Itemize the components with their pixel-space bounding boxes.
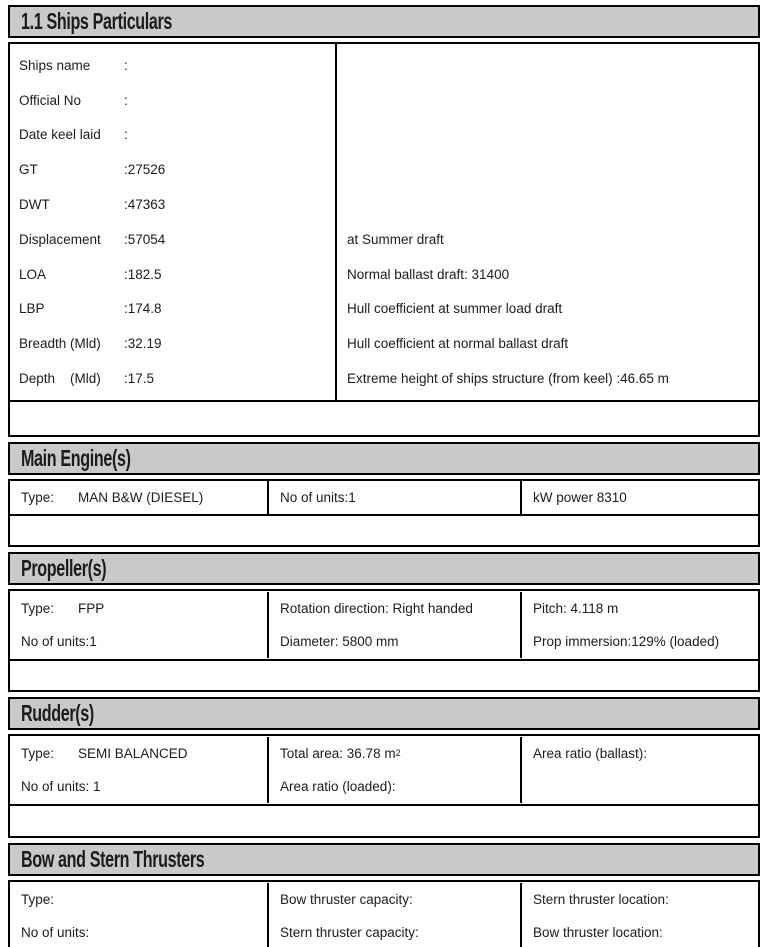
rudder-table: [8, 734, 760, 838]
section-ships-particulars: [8, 5, 760, 437]
blank-row: [10, 402, 758, 435]
engine-power-cell: [520, 481, 758, 514]
note-row-spacer: [337, 187, 758, 222]
ships-particulars-right-column: [337, 44, 758, 400]
type-label: Type:: [21, 489, 55, 505]
propeller-rotation-cell: [267, 592, 520, 658]
main-engine-row: [10, 481, 758, 514]
type-label: Type:: [21, 745, 55, 761]
section-title: Bow and Stern Thrusters: [21, 845, 205, 872]
section-header-rudder: [8, 697, 760, 730]
table-row: [10, 83, 335, 118]
row-value: :57054: [124, 231, 166, 247]
section-title: Propeller(s): [21, 554, 107, 581]
table-row: [10, 187, 335, 222]
row-value: :17.5: [124, 371, 155, 387]
rudder-area-ratio-loaded: Area ratio (loaded):: [280, 778, 396, 794]
row-label: Breadth (Mld): [19, 336, 101, 352]
type-value: FPP: [78, 600, 105, 616]
section-title: Main Engine(s): [21, 444, 131, 471]
note-row: Extreme height of ships structure (from keel) :46.65 m: [347, 371, 669, 387]
rudder-row: [10, 736, 758, 804]
thruster-location-cell: [520, 883, 758, 947]
row-label: Ships name: [19, 57, 91, 73]
row-value: :: [124, 92, 128, 108]
table-row: [10, 152, 335, 187]
note-row: Normal ballast draft: 31400: [347, 266, 510, 282]
propeller-immersion: Prop immersion:129% (loaded): [533, 633, 720, 649]
rudder-ratio-cell: [520, 737, 758, 803]
propeller-pitch-cell: [520, 592, 758, 658]
note-row-spacer: [337, 118, 758, 153]
note-row-spacer: [337, 83, 758, 118]
row-label: GT: [19, 162, 38, 178]
propeller-type-cell: [10, 592, 267, 658]
row-value: :174.8: [124, 301, 162, 317]
engine-units: No of units:1: [280, 489, 356, 505]
section-main-engine: [8, 442, 760, 547]
rudder-units: No of units: 1: [21, 778, 101, 794]
row-value: :: [124, 57, 128, 73]
propeller-diameter: Diameter: 5800 mm: [280, 633, 399, 649]
ships-particulars-body: [10, 44, 758, 402]
engine-power: kW power 8310: [533, 489, 627, 505]
engine-type-cell: [10, 481, 267, 514]
stern-thruster-location: Stern thruster location:: [533, 891, 669, 907]
section-header-thrusters: [8, 843, 760, 876]
propeller-rotation: Rotation direction: Right handed: [280, 600, 473, 616]
type-label: Type:: [21, 600, 55, 616]
row-value: :32.19: [124, 336, 162, 352]
table-row: [10, 48, 335, 83]
table-row: [10, 118, 335, 153]
type-value: SEMI BALANCED: [78, 745, 188, 761]
table-row: [10, 361, 335, 396]
blank-row: [10, 659, 758, 690]
table-row: [10, 292, 335, 327]
table-row: [10, 257, 335, 292]
section-title: Rudder(s): [21, 699, 94, 726]
ships-particulars-table: [8, 42, 760, 437]
blank-row: [10, 514, 758, 545]
engine-units-cell: [267, 481, 520, 514]
note-row: at Summer draft: [347, 231, 444, 247]
bow-thruster-location: Bow thruster location:: [533, 924, 663, 940]
row-label: Depth (Mld): [19, 371, 101, 387]
rudder-area-cell: [267, 737, 520, 803]
table-row: [10, 326, 335, 361]
type-value: MAN B&W (DIESEL): [78, 489, 204, 505]
thrusters-row: [10, 882, 758, 947]
rudder-blank-line: [522, 770, 758, 803]
row-value: :: [124, 127, 128, 143]
stern-thruster-capacity: Stern thruster capacity:: [280, 924, 419, 940]
section-thrusters: [8, 843, 760, 947]
propeller-table: [8, 589, 760, 692]
note-row: Hull coefficient at normal ballast draft: [347, 336, 569, 352]
thruster-capacity-cell: [267, 883, 520, 947]
row-label: Official No: [19, 92, 82, 108]
row-label: Date keel laid: [19, 127, 101, 143]
note-row-spacer: [337, 152, 758, 187]
blank-row: [10, 804, 758, 836]
rudder-total-area: Total area: 36.78 m 2: [280, 745, 401, 761]
section-rudder: [8, 697, 760, 838]
thrusters-table: [8, 880, 760, 947]
thruster-type: Type:: [21, 891, 55, 907]
main-engine-table: [8, 479, 760, 547]
note-row: Hull coefficient at summer load draft: [347, 301, 563, 317]
bow-thruster-capacity: Bow thruster capacity:: [280, 891, 413, 907]
row-label: Displacement: [19, 231, 101, 247]
row-value: :27526: [124, 162, 166, 178]
section-title: 1.1 Ships Particulars: [21, 8, 173, 34]
rudder-area-ratio-ballast: Area ratio (ballast):: [533, 745, 648, 761]
engine-type: [10, 481, 267, 514]
rudder-type-cell: [10, 737, 267, 803]
propeller-row: [10, 591, 758, 659]
thruster-units: No of units:: [21, 924, 90, 940]
row-label: DWT: [19, 197, 50, 213]
rudder-type: [10, 737, 267, 770]
thruster-type-cell: [10, 883, 267, 947]
section-header-propeller: [8, 552, 760, 585]
section-propeller: [8, 552, 760, 692]
row-label: LOA: [19, 266, 47, 282]
propeller-pitch: Pitch: 4.118 m: [533, 600, 619, 616]
propeller-units: No of units:1: [21, 633, 97, 649]
row-label: LBP: [19, 301, 45, 317]
ships-particulars-left-column: [10, 44, 337, 400]
row-value: :182.5: [124, 266, 162, 282]
section-header-main-engine: [8, 442, 760, 475]
note-row-spacer: [337, 48, 758, 83]
section-header-ships-particulars: [8, 5, 760, 38]
propeller-type: [10, 592, 267, 625]
table-row: [10, 222, 335, 257]
row-value: :47363: [124, 197, 166, 213]
total-area-text: Total area: 36.78 m: [280, 745, 396, 761]
